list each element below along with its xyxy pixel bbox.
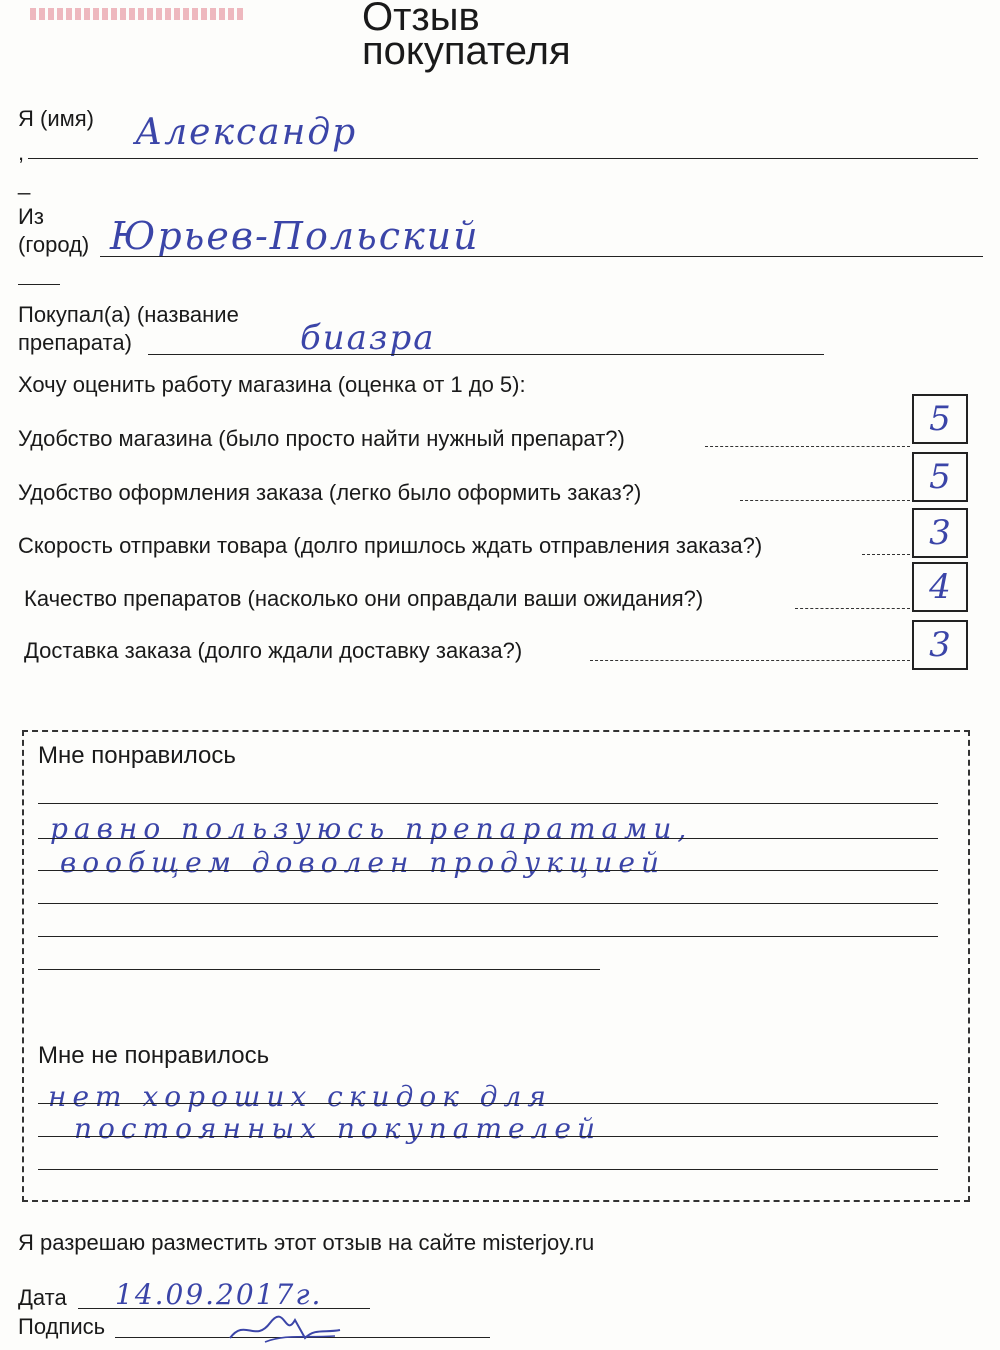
- liked-line-4: [38, 903, 938, 904]
- product-label-1: Покупал(а) (название: [18, 302, 239, 327]
- score-box-1: [912, 394, 968, 444]
- name-dash: _: [18, 170, 31, 195]
- disliked-text-1: нет хороших скидок для: [48, 1080, 552, 1113]
- signature-scribble-icon: [225, 1308, 345, 1348]
- disliked-line-2: [38, 1136, 938, 1137]
- rating-label-1: Удобство магазина (было просто найти нужный препарат?): [18, 426, 625, 451]
- liked-line-6: [38, 969, 600, 970]
- rating-dots-5: [590, 660, 910, 661]
- rating-intro: Хочу оценить работу магазина (оценка от 1 до 5):: [18, 372, 526, 397]
- rating-dots-4: [795, 608, 910, 609]
- rating-label-3: Скорость отправки товара (долго пришлось ждать отправления заказа?): [18, 533, 763, 558]
- city-value: Юрьев-Польский: [110, 214, 480, 258]
- form-title: Отзыв: [362, 0, 480, 39]
- rating-dots-3: [862, 554, 910, 555]
- score-value-1: 5: [929, 399, 951, 439]
- product-label-2: препарата): [18, 330, 132, 355]
- city-line-tail: [18, 284, 60, 285]
- name-line: [28, 158, 978, 159]
- score-box-5: [912, 620, 968, 670]
- score-value-3: 3: [929, 513, 951, 553]
- score-box-3: [912, 508, 968, 558]
- form-title-cut: [362, 29, 642, 73]
- liked-title: Мне понравилось: [38, 742, 236, 769]
- disliked-text-2: постоянных покупателей: [74, 1112, 602, 1145]
- score-value-2: 5: [929, 457, 951, 497]
- score-box-4: [912, 562, 968, 612]
- liked-text-2: вообщем доволен продукцией: [60, 846, 666, 879]
- form-title-line2: покупателя: [362, 29, 571, 73]
- stamp-mark: [30, 8, 245, 20]
- score-value-5: 3: [929, 625, 951, 665]
- permission-text: Я разрешаю разместить этот отзыв на сайте misterjoy.ru: [18, 1230, 595, 1255]
- disliked-line-1: [38, 1103, 938, 1104]
- product-line: [148, 354, 824, 355]
- name-value: Александр: [135, 112, 358, 153]
- rating-dots-2: [740, 500, 910, 501]
- score-box-2: [912, 452, 968, 502]
- rating-label-4: Качество препаратов (насколько они оправдали ваши ожидания?): [24, 586, 704, 611]
- disliked-line-3: [38, 1169, 938, 1170]
- liked-line-3: [38, 870, 938, 871]
- date-label: Дата: [18, 1285, 67, 1310]
- liked-line-5: [38, 936, 938, 937]
- city-label-city: (город): [18, 232, 90, 257]
- liked-line-1: [38, 803, 938, 804]
- score-value-4: 4: [929, 567, 951, 607]
- product-value: биазра: [300, 318, 436, 358]
- disliked-title: Мне не понравилось: [38, 1042, 270, 1069]
- liked-text-1: равно пользуюсь препаратами,: [50, 812, 693, 845]
- name-comma: ,: [18, 140, 25, 165]
- liked-line-2: [38, 838, 938, 839]
- rating-label-2: Удобство оформления заказа (легко было оформить заказ?): [18, 480, 642, 505]
- rating-label-5: Доставка заказа (долго ждали доставку заказа?): [24, 638, 523, 663]
- city-line: [100, 256, 983, 257]
- city-label-from: Из: [18, 204, 44, 229]
- signature-label: Подпись: [18, 1314, 106, 1339]
- date-value: 14.09.2017г.: [115, 1278, 323, 1311]
- name-label: Я (имя): [18, 106, 94, 131]
- rating-dots-1: [705, 446, 910, 447]
